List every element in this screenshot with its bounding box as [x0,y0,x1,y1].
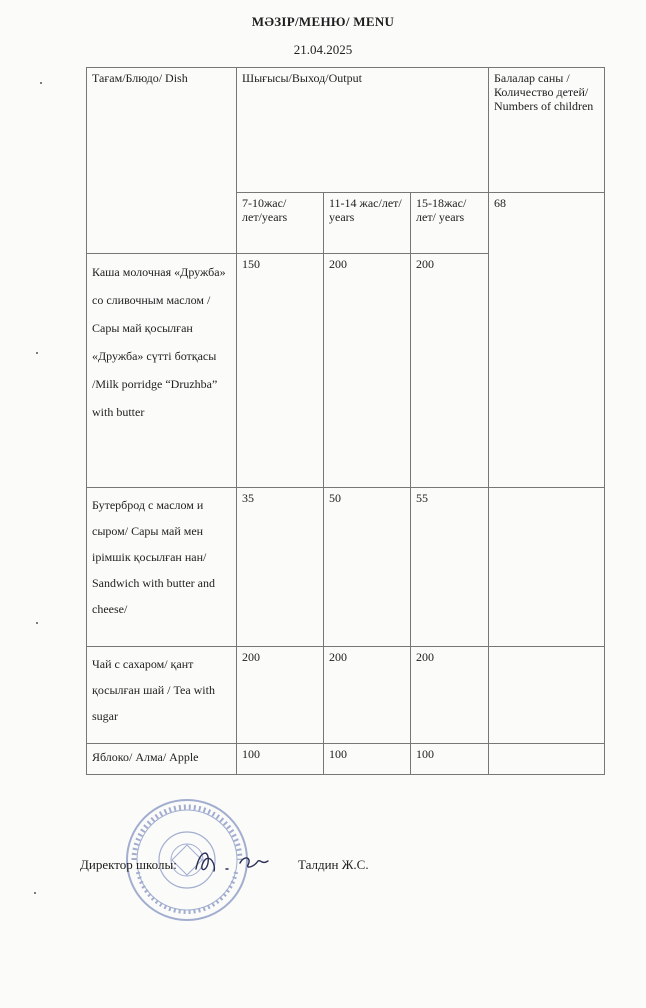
portion-11-14: 100 [324,744,411,775]
table-row [87,488,605,647]
menu-date: 21.04.2025 [293,42,353,57]
portion-11-14: 200 [324,254,411,488]
children-count: 68 [489,193,605,488]
portion-15-18: 55 [411,488,489,647]
margin-mark [36,622,38,624]
portion-15-18: 100 [411,744,489,775]
margin-mark [36,352,38,354]
portion-11-14: 50 [324,488,411,647]
dish-apple: Яблоко/ Алма/ Apple [87,744,237,775]
margin-mark [34,892,36,894]
age-group-11-14: 11-14 жас/лет/ years [324,193,411,254]
children-empty-cell [489,488,605,647]
header-dish: Тағам/Блюдо/ Dish [87,68,237,254]
portion-15-18: 200 [411,254,489,488]
director-name: Талдин Ж.С. [298,857,369,872]
menu-table [86,67,605,775]
signature-block [80,855,580,945]
signature-label: Директор школы: [80,857,177,872]
table-row [87,744,605,775]
portion-11-14: 200 [324,647,411,744]
portion-7-10: 100 [237,744,324,775]
portion-7-10: 200 [237,647,324,744]
age-group-15-18: 15-18жас/лет/ years [411,193,489,254]
table-header-row [87,68,605,193]
handwritten-signature-icon [192,845,272,879]
children-empty-cell [489,647,605,744]
page-title: МӘЗІР/МЕНЮ/ MENU [251,14,395,29]
portion-7-10: 35 [237,488,324,647]
dish-porridge: Каша молочная «Дружба» со сливочным маслом / Сары май қосылған «Дружба» сүтті ботқасы /Milk porridge “Druzhba” with butter [87,254,237,488]
portion-15-18: 200 [411,647,489,744]
dish-tea: Чай с сахаром/ қант қосылған шай / Tea with sugar [87,647,237,744]
children-empty-cell [489,744,605,775]
portion-7-10: 150 [237,254,324,488]
age-group-7-10: 7-10жас/лет/years [237,193,324,254]
header-output: Шығысы/Выход/Output [237,68,489,193]
header-children: Балалар саны /Количество детей/ Numbers of children [489,68,605,193]
margin-mark [40,82,42,84]
dish-sandwich: Бутерброд с маслом и сыром/ Сары май мен ірімшік қосылған нан/ Sandwich with butter and cheese/ [87,488,237,647]
table-row [87,647,605,744]
